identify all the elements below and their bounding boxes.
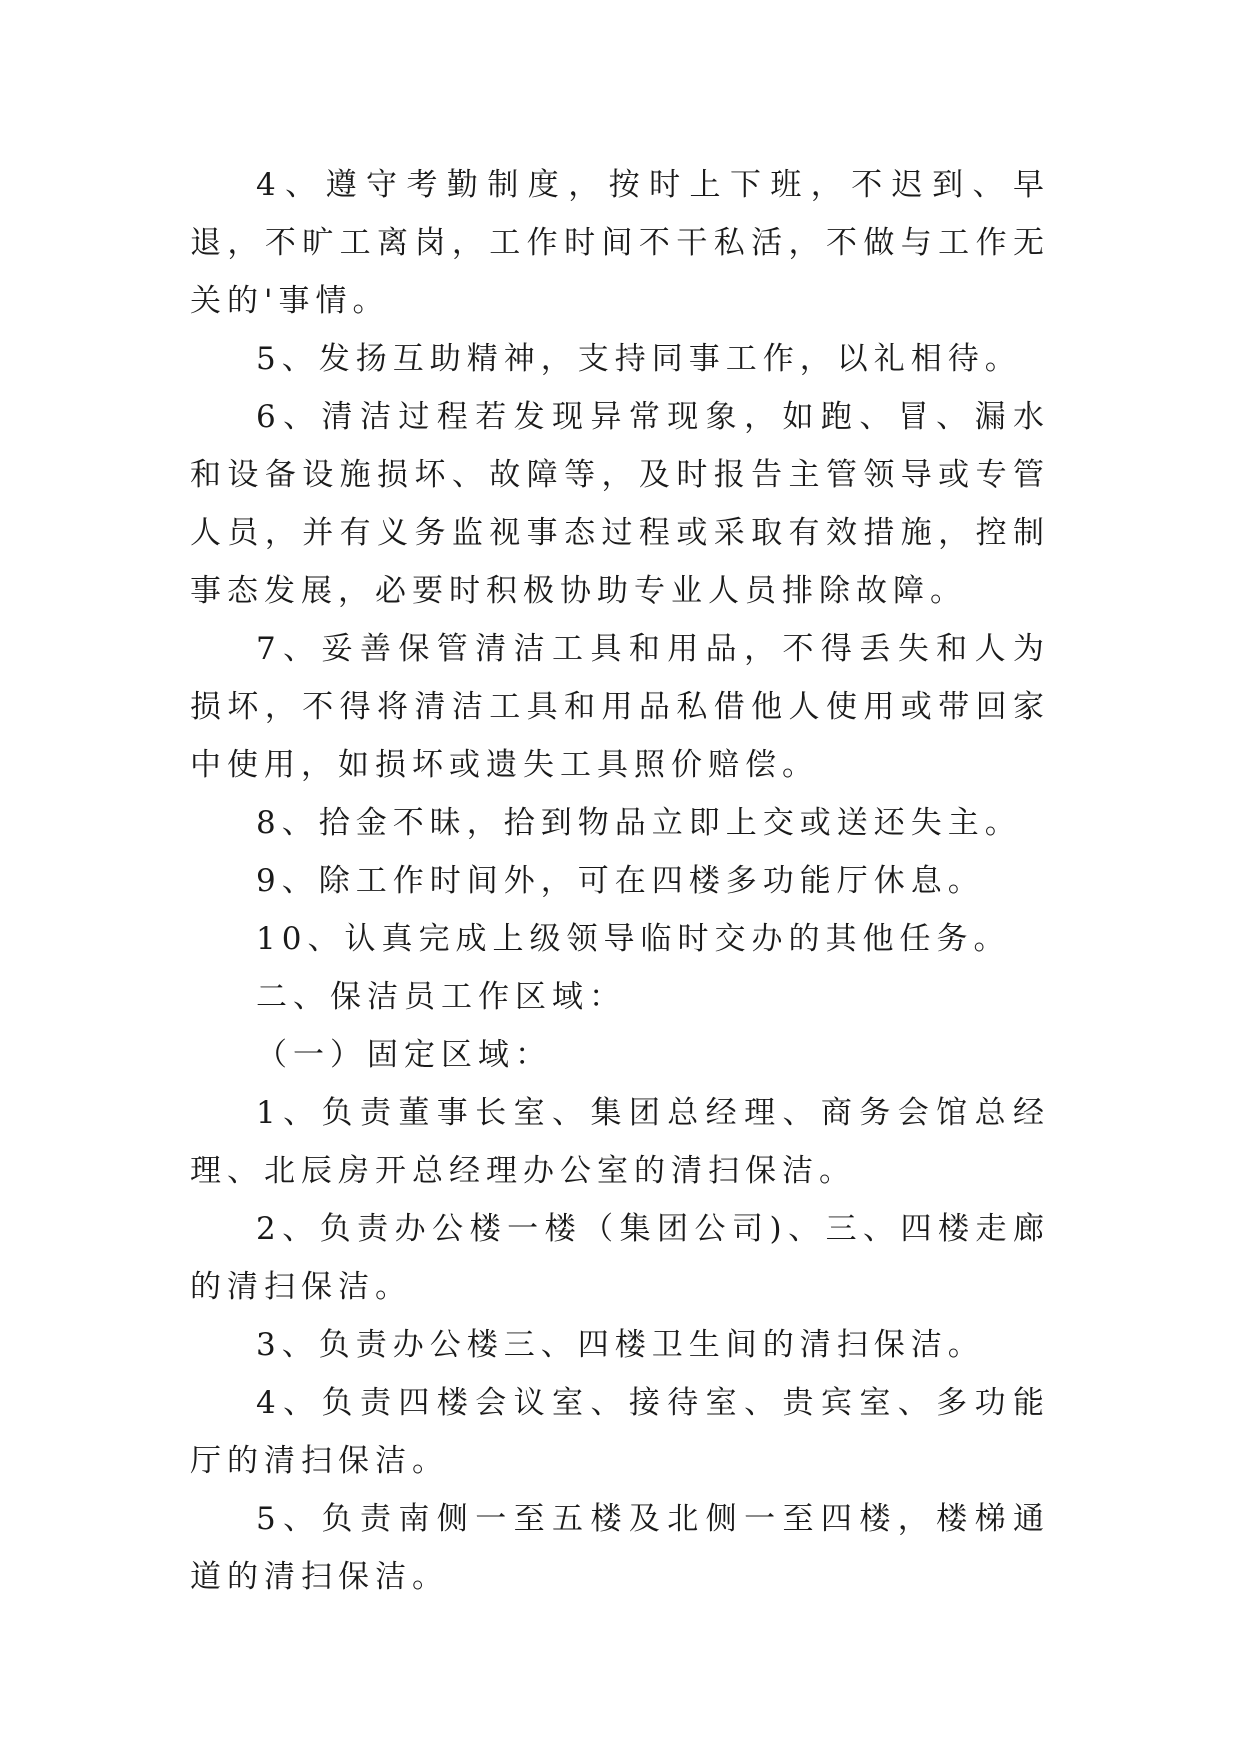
- paragraph-mutual-help: 5、发扬互助精神，支持同事工作，以礼相待。: [256, 341, 1022, 377]
- paragraph-meeting-room-cleaning: 4、负责四楼会议室、接待室、贵宾室、多功能厅的清扫保洁。: [190, 1385, 1050, 1479]
- paragraph-attendance-rule: 4、遵守考勤制度，按时上下班，不迟到、早退，不旷工离岗，工作时间不干私活，不做与工作无关的'事情。: [190, 167, 1050, 319]
- paragraph-office-cleaning: 1、负责董事长室、集团总经理、商务会馆总经理、北辰房开总经理办公室的清扫保洁。: [190, 1095, 1050, 1189]
- paragraph-lost-items: 8、拾金不昧，拾到物品立即上交或送还失主。: [256, 805, 1022, 841]
- paragraph-restroom-cleaning: 3、负责办公楼三、四楼卫生间的清扫保洁。: [256, 1327, 985, 1363]
- paragraph-tool-care: 7、妥善保管清洁工具和用品，不得丢失和人为损坏，不得将清洁工具和用品私借他人使用或带回家中使用，如损坏或遗失工具照价赔偿。: [190, 631, 1050, 783]
- section-heading-work-area: 二、保洁员工作区域：: [256, 979, 626, 1015]
- paragraph-abnormal-report: 6、清洁过程若发现异常现象，如跑、冒、漏水和设备设施损坏、故障等，及时报告主管领导或专管人员，并有义务监视事态过程或采取有效措施，控制事态发展，必要时积极协助专业人员排除故障。: [190, 399, 1050, 609]
- paragraph-corridor-cleaning: 2、负责办公楼一楼（集团公司)、三、四楼走廊的清扫保洁。: [190, 1211, 1050, 1305]
- document-body: [190, 156, 1050, 1606]
- paragraph-stairway-cleaning: 5、负责南侧一至五楼及北侧一至四楼，楼梯通道的清扫保洁。: [190, 1501, 1050, 1595]
- paragraph-rest-area: 9、除工作时间外，可在四楼多功能厅休息。: [256, 863, 985, 899]
- paragraph-other-tasks: 10、认真完成上级领导临时交办的其他任务。: [256, 921, 1011, 957]
- subsection-heading-fixed-area: （一）固定区域：: [256, 1037, 552, 1073]
